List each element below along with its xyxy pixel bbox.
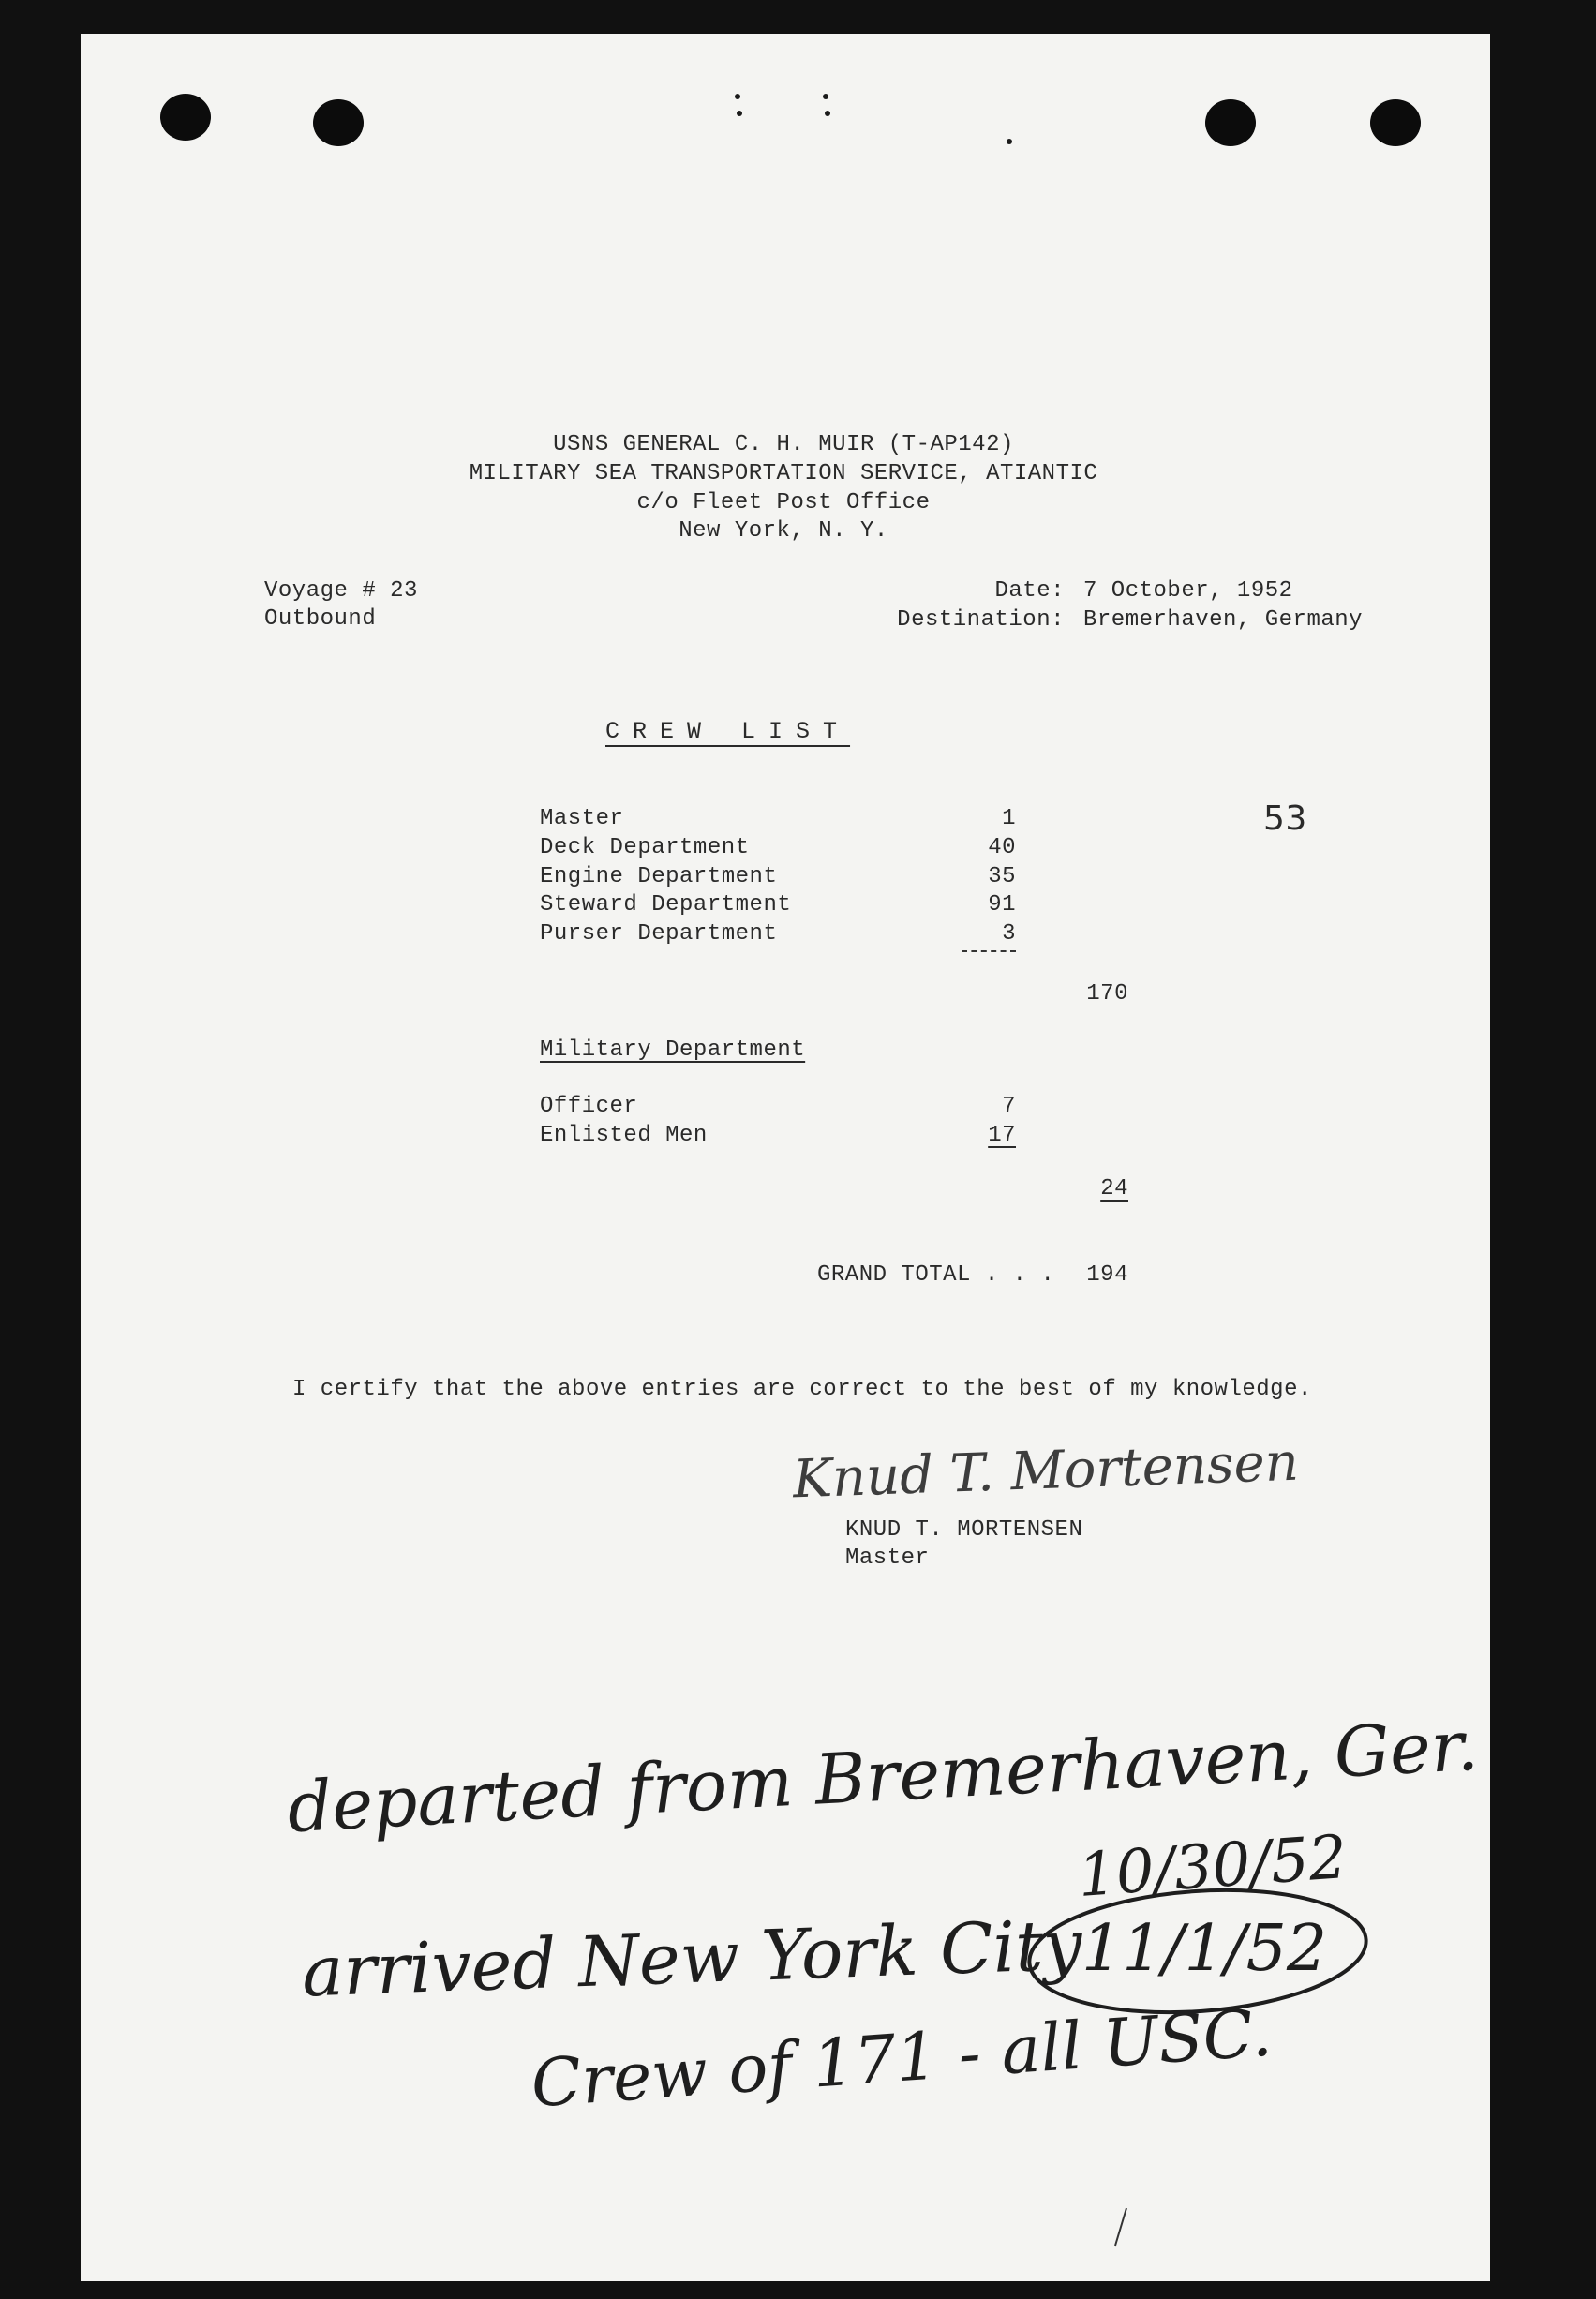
speck-mark	[823, 94, 828, 99]
letterhead-line-1: USNS GENERAL C. H. MUIR (T-AP142)	[553, 432, 1014, 457]
military-heading: Military Department	[540, 1038, 806, 1063]
letterhead-line-2: MILITARY SEA TRANSPORTATION SERVICE, ATIANTIC	[469, 461, 1098, 486]
crew-row-label: Deck Department	[540, 835, 750, 860]
handwritten-note-arrived: arrived New York City	[300, 1904, 1084, 2013]
voyage-direction: Outbound	[264, 606, 377, 632]
destination-label: Destination:	[897, 607, 1065, 633]
grand-total-value: 194	[1086, 1262, 1128, 1288]
handwritten-signature: Knud T. Mortensen	[792, 1431, 1300, 1511]
military-row-label: Officer	[540, 1094, 638, 1119]
handwritten-note-departed: departed from Bremerhaven, Ger.	[285, 1705, 1481, 1849]
military-subtotal: 24	[1100, 1176, 1128, 1202]
military-row-label: Enlisted Men	[540, 1123, 708, 1148]
pencil-tick-mark	[1108, 2204, 1136, 2251]
handwritten-note-crew: Crew of 171 - all USC.	[529, 1993, 1275, 2123]
military-row-value: 7	[1002, 1094, 1016, 1119]
handwritten-date-departed: 10/30/52	[1075, 1823, 1350, 1911]
signer-title: Master	[845, 1545, 930, 1571]
sum-rule	[962, 950, 1016, 952]
crew-row-label: Purser Department	[540, 921, 778, 947]
letterhead-line-3: c/o Fleet Post Office	[636, 490, 931, 515]
crew-row-value: 40	[988, 835, 1016, 860]
destination-value: Bremerhaven, Germany	[1083, 607, 1364, 633]
date-label: Date:	[994, 578, 1065, 604]
crew-subtotal: 170	[1086, 981, 1128, 1007]
military-row-value: 17	[988, 1123, 1016, 1148]
grand-total-label: GRAND TOTAL . . .	[817, 1262, 1055, 1288]
handwritten-date-arrived: 11/1/52	[1081, 1912, 1328, 1986]
crew-row-label: Master	[540, 806, 624, 831]
punch-hole-icon	[160, 94, 211, 141]
signer-name: KNUD T. MORTENSEN	[845, 1517, 1083, 1543]
speck-mark	[825, 111, 830, 116]
punch-hole-icon	[1370, 99, 1421, 146]
crew-row-value: 35	[988, 864, 1016, 889]
punch-hole-icon	[313, 99, 364, 146]
crew-row-label: Engine Department	[540, 864, 778, 889]
speck-mark	[735, 94, 740, 99]
crew-row-value: 3	[1002, 921, 1016, 947]
punch-hole-icon	[1205, 99, 1256, 146]
certification-statement: I certify that the above entries are correct to the best of my knowledge.	[292, 1377, 1312, 1402]
crew-list-title: CREW LIST	[605, 718, 851, 745]
page-mark: 53	[1263, 799, 1307, 838]
crew-row-value: 1	[1002, 806, 1016, 831]
speck-mark	[1007, 139, 1012, 144]
letterhead-line-4: New York, N. Y.	[679, 518, 888, 544]
document-page	[81, 34, 1490, 2281]
crew-row-value: 91	[988, 892, 1016, 918]
voyage-number: Voyage # 23	[264, 578, 418, 604]
crew-row-label: Steward Department	[540, 892, 792, 918]
date-value: 7 October, 1952	[1083, 578, 1293, 604]
speck-mark	[737, 111, 742, 116]
